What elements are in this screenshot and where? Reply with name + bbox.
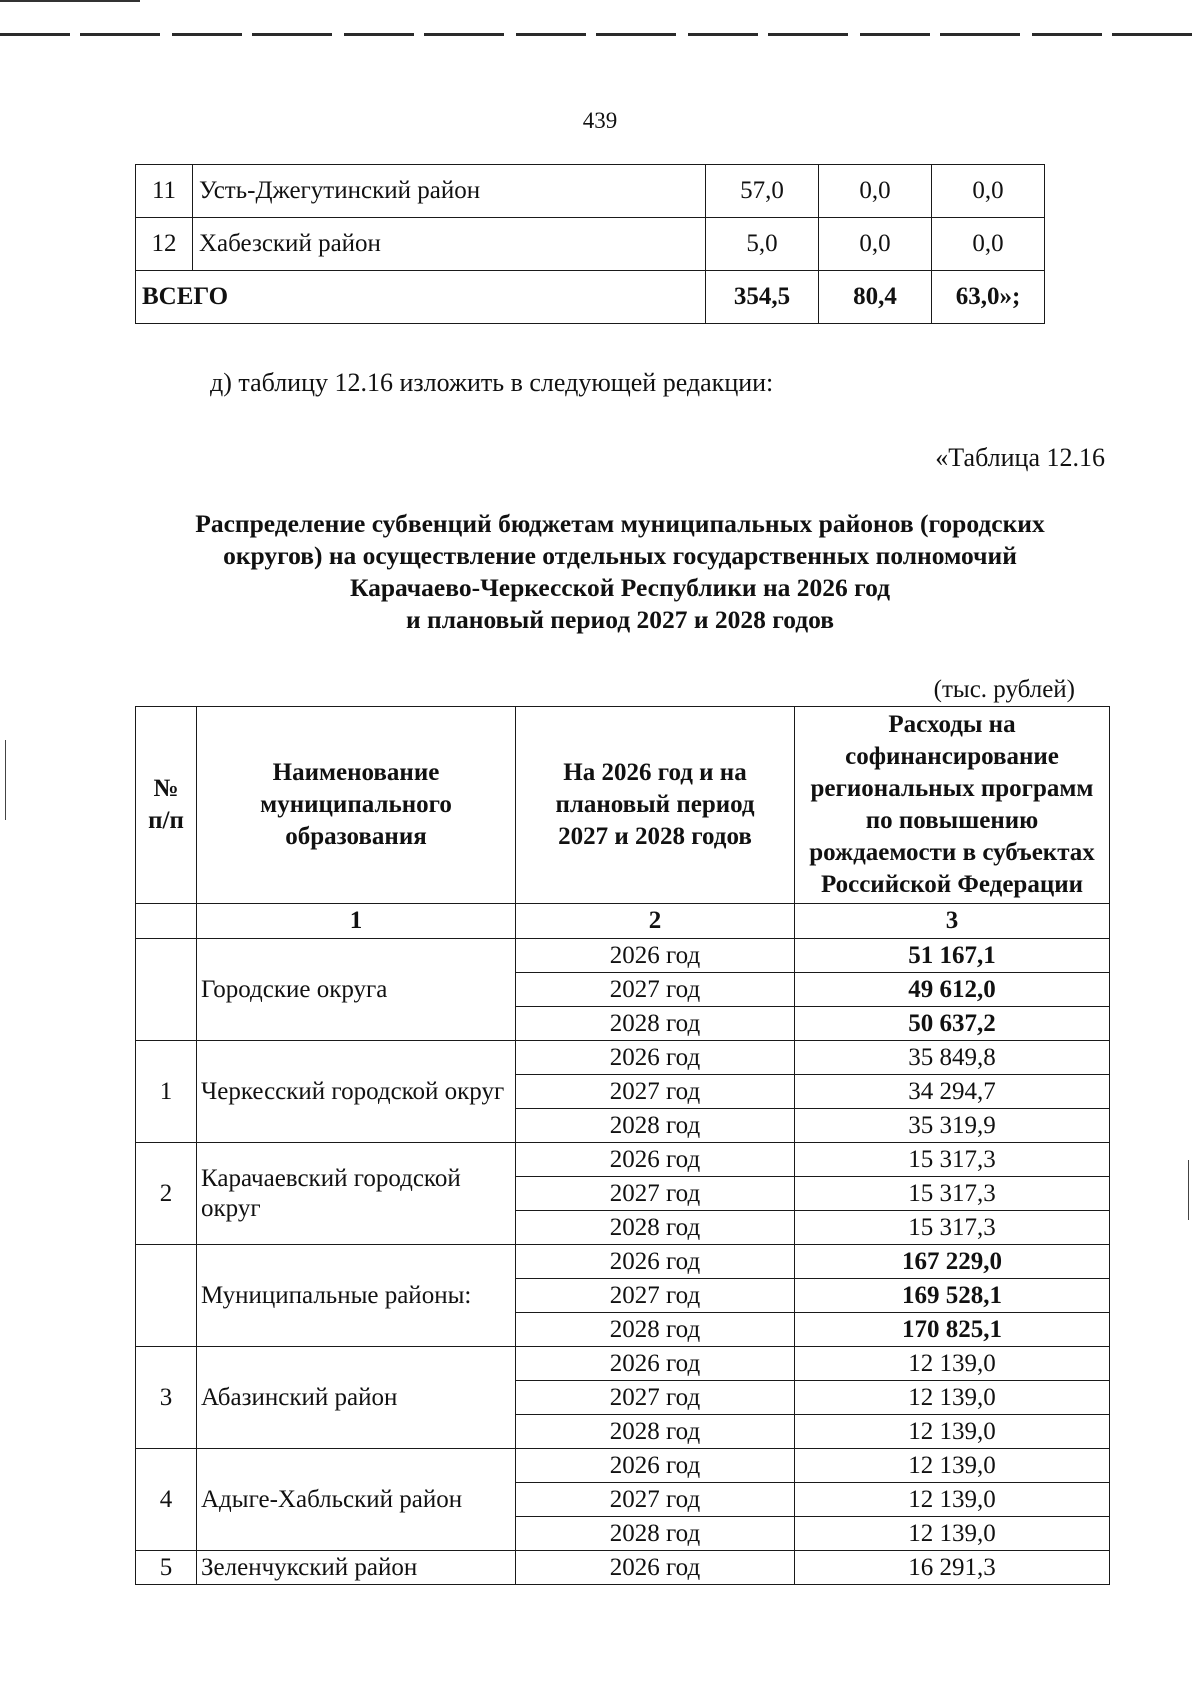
row-value: 0,0 [819, 218, 932, 271]
row-value: 0,0 [932, 165, 1045, 218]
header-num [136, 707, 197, 904]
amount-cell: 50 637,2 [795, 1007, 1110, 1041]
municipality-name: Городские округа [197, 939, 516, 1041]
column-number: 1 [197, 904, 516, 939]
table-title [100, 508, 1140, 636]
row-value: 0,0 [819, 165, 932, 218]
year-cell: 2027 год [516, 1483, 795, 1517]
header-name [197, 707, 516, 904]
amount-cell: 35 849,8 [795, 1041, 1110, 1075]
year-cell: 2026 год [516, 939, 795, 973]
table-row [136, 1449, 1110, 1483]
row-number: 11 [136, 165, 193, 218]
header-line: софинансирование [845, 743, 1059, 770]
amount-cell: 170 825,1 [795, 1313, 1110, 1347]
year-cell: 2028 год [516, 1109, 795, 1143]
year-cell: 2026 год [516, 1245, 795, 1279]
year-cell: 2026 год [516, 1143, 795, 1177]
table-row [136, 1551, 1110, 1585]
table-row [136, 939, 1110, 973]
header-line: плановый период [555, 791, 755, 818]
title-line: Карачаево-Черкесской Республики на 2026 год [349, 573, 891, 602]
year-cell: 2027 год [516, 1177, 795, 1211]
row-number [136, 939, 197, 1041]
page-number: 439 [582, 108, 618, 133]
header-period [516, 707, 795, 904]
header-line: Российской Федерации [820, 871, 1084, 898]
year-cell: 2027 год [516, 973, 795, 1007]
municipality-name: Муниципальные районы: [197, 1245, 516, 1347]
table-row [136, 218, 1045, 271]
amount-cell: 12 139,0 [795, 1517, 1110, 1551]
row-number [136, 1245, 197, 1347]
title-line: и плановый период 2027 и 2028 годов [405, 605, 835, 634]
row-number: 3 [136, 1347, 197, 1449]
title-line: Распределение субвенций бюджетам муниципальных районов (городских [195, 509, 1045, 538]
table-label: «Таблица 12.16 [935, 443, 1105, 472]
column-numbers-row [136, 904, 1110, 939]
year-cell: 2026 год [516, 1551, 795, 1585]
row-name: Усть-Джегутинский район [193, 165, 706, 218]
year-cell: 2028 год [516, 1517, 795, 1551]
table-row [136, 1143, 1110, 1177]
year-cell: 2028 год [516, 1415, 795, 1449]
row-number: 1 [136, 1041, 197, 1143]
row-name: Хабезский район [193, 218, 706, 271]
amount-cell: 15 317,3 [795, 1143, 1110, 1177]
table-row [136, 165, 1045, 218]
column-number [136, 904, 197, 939]
municipality-name: Зеленчукский район [197, 1551, 516, 1585]
header-expenses [795, 707, 1110, 904]
scan-artifact-top-left [0, 0, 140, 2]
year-cell: 2027 год [516, 1381, 795, 1415]
header-line: п/п [148, 807, 184, 834]
year-cell: 2027 год [516, 1075, 795, 1109]
header-line: образования [285, 823, 427, 850]
amount-cell: 12 139,0 [795, 1483, 1110, 1517]
total-row [136, 271, 1045, 324]
row-number: 4 [136, 1449, 197, 1551]
row-number: 5 [136, 1551, 197, 1585]
table-row [136, 1041, 1110, 1075]
year-cell: 2027 год [516, 1279, 795, 1313]
total-value: 80,4 [819, 271, 932, 324]
header-line: по повышению [865, 807, 1039, 834]
header-line: муниципального [260, 791, 452, 818]
header-line: Наименование [272, 759, 440, 786]
municipality-name: Адыге-Хабльский район [197, 1449, 516, 1551]
year-cell: 2028 год [516, 1007, 795, 1041]
scan-artifact-right-mark [1188, 1160, 1189, 1220]
year-cell: 2026 год [516, 1449, 795, 1483]
row-value: 57,0 [706, 165, 819, 218]
amount-cell: 167 229,0 [795, 1245, 1110, 1279]
year-cell: 2028 год [516, 1211, 795, 1245]
amount-cell: 49 612,0 [795, 973, 1110, 1007]
units-label: (тыс. рублей) [933, 676, 1075, 703]
header-line: 2027 и 2028 годов [558, 823, 752, 850]
amount-cell: 15 317,3 [795, 1211, 1110, 1245]
scan-artifact-left-mark [5, 740, 6, 820]
amount-cell: 15 317,3 [795, 1177, 1110, 1211]
row-number: 12 [136, 218, 193, 271]
amount-cell: 12 139,0 [795, 1347, 1110, 1381]
table-row [136, 1245, 1110, 1279]
table-row [136, 1347, 1110, 1381]
header-row [136, 707, 1110, 904]
municipality-name: Черкесский городской округ [197, 1041, 516, 1143]
instruction-text: д) таблицу 12.16 изложить в следующей редакции: [210, 368, 774, 397]
total-value: 354,5 [706, 271, 819, 324]
year-cell: 2026 год [516, 1041, 795, 1075]
title-line: округов) на осуществление отдельных государственных полномочий [223, 541, 1017, 570]
row-number: 2 [136, 1143, 197, 1245]
amount-cell: 35 319,9 [795, 1109, 1110, 1143]
header-line: Расходы на [888, 711, 1016, 738]
amount-cell: 34 294,7 [795, 1075, 1110, 1109]
header-line: На 2026 год и на [563, 759, 747, 786]
year-cell: 2028 год [516, 1313, 795, 1347]
header-line: региональных программ [810, 775, 1094, 802]
amount-cell: 169 528,1 [795, 1279, 1110, 1313]
municipality-name: Карачаевский городской округ [197, 1143, 516, 1245]
municipality-name: Абазинский район [197, 1347, 516, 1449]
row-value: 5,0 [706, 218, 819, 271]
row-value: 0,0 [932, 218, 1045, 271]
previous-table [135, 164, 1045, 324]
header-line: № [153, 775, 179, 802]
amount-cell: 12 139,0 [795, 1449, 1110, 1483]
amount-cell: 51 167,1 [795, 939, 1110, 973]
column-number: 3 [795, 904, 1110, 939]
total-label: ВСЕГО [136, 271, 706, 324]
year-cell: 2026 год [516, 1347, 795, 1381]
amount-cell: 16 291,3 [795, 1551, 1110, 1585]
amount-cell: 12 139,0 [795, 1381, 1110, 1415]
header-line: рождаемости в субъектах [809, 839, 1095, 866]
column-number: 2 [516, 904, 795, 939]
subvention-table [135, 706, 1110, 1585]
scan-artifact-line [0, 33, 1200, 36]
total-value: 63,0»; [932, 271, 1045, 324]
amount-cell: 12 139,0 [795, 1415, 1110, 1449]
